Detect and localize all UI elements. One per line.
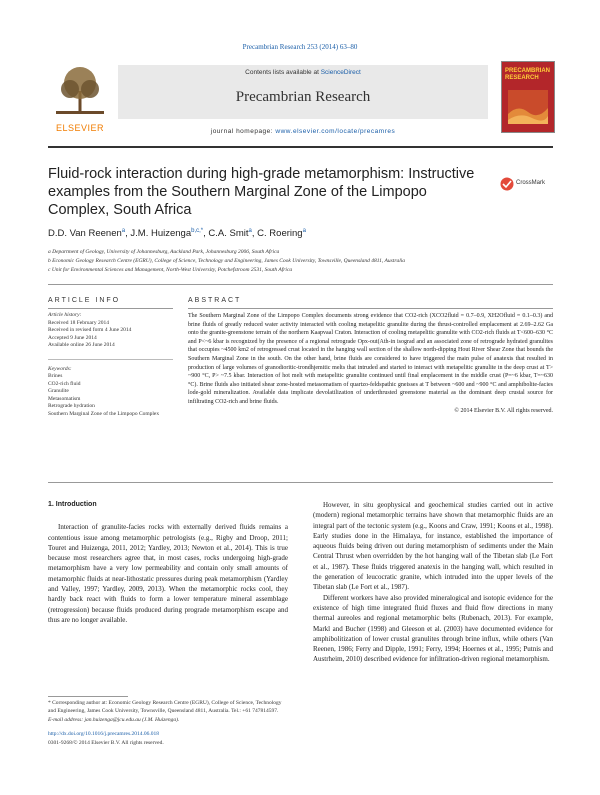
keyword: Metasomatism bbox=[48, 395, 81, 402]
abstract-copyright: © 2014 Elsevier B.V. All rights reserved. bbox=[454, 407, 553, 414]
footnote-rule bbox=[48, 696, 128, 697]
body-column-right bbox=[313, 500, 553, 665]
crossmark-label: CrossMark bbox=[516, 180, 546, 186]
affiliation: a Department of Geology, University of Johannesburg, Auckland Park, Johannesburg 2006, South Africa bbox=[48, 249, 280, 255]
corresponding-author-note: * Corresponding author at: Economic Geology Research Centre (EGRU), College of Science, Technology and Engineering, James Cook University, Townsville, Queensland 4811, Australia. Tel.: +61 747814597. bbox=[48, 700, 282, 714]
publisher-name: ELSEVIER bbox=[55, 123, 105, 133]
issn-line: 0301-9268/© 2014 Elsevier B.V. All rights reserved. bbox=[48, 740, 164, 746]
crossmark-badge[interactable] bbox=[500, 177, 560, 197]
email-note: E-mail address: jan.huizenga@jcu.edu.au (J.M. Huizenga). bbox=[48, 717, 180, 723]
doi-link[interactable]: http://dx.doi.org/10.1016/j.precamres.2014.06.018 bbox=[48, 730, 159, 737]
header-divider bbox=[48, 284, 553, 285]
homepage-link[interactable]: www.elsevier.com/locate/precamres bbox=[275, 128, 396, 135]
body-paragraph: Interaction of granulite-facies rocks with externally derived fluids remains a contentious issue among metamorphic petrologists (e.g., Rigby and Droop, 2011; Touret and Huizenga, 2011, 2012; Yardley, 2013; Newton et al., 2014). This is true because most researchers agree that, in most cases, rocks undergoing high-grade metamorphism have a very low permeability and contain only small amounts of metamorphic fluids at near-lithostatic pressures during peak metamorphism (Yardley and Valley, 1997; Yardley, 2009, 2013). When the metamorphic rocks cool, they hardly back react with fluids to form a lower temperature mineral assemblage (retrogression) because fluids produced during prograde metamorphism escape and thus are no longer available. bbox=[48, 523, 288, 624]
keyword: Granulite bbox=[48, 388, 69, 394]
author-affil-marker[interactable]: a bbox=[121, 228, 126, 234]
abstract-heading: ABSTRACT bbox=[188, 297, 242, 304]
author-affil-marker[interactable]: a bbox=[248, 228, 252, 234]
author-list: D.D. Van Reenen$^a$, J.M. Huizenga$^{b,c,*}$, C.A. Smit$^a$, C. Roering$^a$ bbox=[48, 228, 306, 240]
author-name: C. Roering bbox=[257, 228, 303, 240]
keyword: Brines bbox=[48, 373, 63, 379]
keyword: CO2-rich fluid bbox=[48, 380, 81, 387]
author-affil-marker[interactable]: a bbox=[302, 228, 306, 234]
history-heading: Article history: bbox=[48, 312, 82, 318]
journal-cover-thumbnail bbox=[501, 61, 555, 133]
elsevier-tree-logo bbox=[48, 61, 112, 127]
author-name: D.D. Van Reenen bbox=[48, 228, 122, 240]
abstract-rule bbox=[188, 308, 553, 309]
cover-image bbox=[508, 90, 548, 124]
abstract-text: The Southern Marginal Zone of the Limpopo Complex documents strong evidence that CO2-rich (XCO2fluid = 0.7–0.9, XH2Ofluid = 0.1–0.3) and brine fluids of greatly reduced water activity interacted with cooling metapelitic granulite during the thrust-controlled emplacement at 2.69–2.62 Ga onto the granite-greenstone terrain of the northern Kaapvaal Craton. Interaction of cooling metapelitic granulite with CO2-rich fluids at T<600–630 °C and P<~6 kbar is recognized by the presence of a regional retrograde Opx-out(Ath-in isograd and an associated zone of retrograde hydrated granulites that occupies ~4500 km2 of retrogressed crust located in the hanging wall section of the shallow north-dipping Hout River Shear Zone that bounds the Southern Marginal Zone in the south. On the other hand, brine fluids are considered to have triggered the main pulse of anatexis that resulted in production of large volumes of granodioritic-trondhjemitic melts that intruded and started to interact with metapelitic granulite in the deep crust at T> ~900 °C, P> ~7.5 kbar. Interaction of hot melt with metapelitic granulite continued until final emplacement in the middle crust (P=~6 kbar, T=~630 °C). Brine fluids also initiated shear zone-hosted metasomatism of quartzo-feldspathic gneisses at T between ~600 and ~900 °C and amphibolite-facies lode-gold mineralization. Available data implicate devolatilization of underthrusted greenstone material as the dominant deep crustal source for infiltrating CO2-rich and brine fluids. bbox=[188, 313, 553, 405]
footnotes bbox=[48, 700, 288, 750]
affiliation: b Economic Geology Research Centre (EGRU), College of Science, Technology and Engineering, James Cook University, Townsville, Queensland 4811, Australia bbox=[48, 258, 406, 264]
abstract-bottom-rule bbox=[48, 482, 553, 483]
affiliation: c Unit for Environmental Sciences and Management, North-West University, Potchefstroom 2531, South Africa bbox=[48, 267, 293, 273]
affiliations bbox=[48, 248, 553, 275]
article-title: Fluid-rock interaction during high-grade metamorphism: Instructive examples from the Southern Marginal Zone of the Limpopo Complex, South Africa bbox=[48, 166, 475, 218]
journal-masthead bbox=[48, 61, 553, 141]
author-affil-marker[interactable]: b,c,* bbox=[191, 228, 204, 234]
article-info-block bbox=[48, 312, 173, 418]
author-name: C.A. Smit bbox=[208, 228, 249, 240]
history-item: Received in revised form 4 June 2014 bbox=[48, 327, 132, 333]
journal-name: Precambrian Research bbox=[235, 89, 371, 105]
section-heading-introduction: 1. Introduction bbox=[48, 501, 97, 508]
history-item: Received 18 February 2014 bbox=[48, 319, 109, 326]
body-column-left bbox=[48, 500, 288, 625]
contents-line bbox=[118, 69, 488, 76]
contents-prefix: Contents lists available at bbox=[245, 69, 319, 76]
history-item: Available online 26 June 2014 bbox=[48, 342, 115, 348]
keyword: Retrograde hydration bbox=[48, 403, 95, 409]
masthead-banner bbox=[118, 65, 488, 119]
history-item: Accepted 9 June 2014 bbox=[48, 334, 97, 341]
author-name: J.M. Huizenga bbox=[130, 228, 192, 240]
journal-homepage-line bbox=[118, 128, 488, 135]
abstract-body bbox=[188, 312, 553, 415]
keyword: Southern Marginal Zone of the Limpopo Complex bbox=[48, 410, 160, 417]
info-divider bbox=[48, 359, 173, 360]
crossmark-icon bbox=[500, 177, 514, 191]
journal-citation[interactable]: Precambrian Research 253 (2014) 63–80 bbox=[242, 43, 358, 51]
body-paragraph: Different workers have also provided mineralogical and isotopic evidence for the existence of high time integrated fluid fluxes and fluid flow directions in many thermal aureoles and regional metamorphic belts (Rubenach, 2013). For example, Markl and Bucher (1998) and Gleeson et al. (2003) have documented evidence for amphibolitization of lower crustal granulites through brine influx, while others (Van Reenen, 1986; Ferry and Dipple, 1991; Ferry, 1994; Hoernes et al., 1995; Putnis and Austrheim, 2010) described evidence for infiltration-driven regional metamorphism. bbox=[313, 593, 553, 664]
cover-title: PRECAMBRIAN RESEARCH bbox=[505, 68, 550, 81]
body-paragraph: However, in situ geophysical and geochemical studies carried out in active (modern) regional metamorphic terrains have shown that metamorphic fluids are an integral part of the tectonic system (e.g., Koons and Craw, 1991; Koons et al., 1998). Early studies done in the Himalaya, for instance, established the importance of aqueous fluids being driven out during metamorphism of sediments under the Main Central Thrust when overridden by the hot hanging wall of the Tibetan slab (Le Fort et al., 1987). These fluids triggered anatexis in the hanging wall, which resulted in the generation of leucocratic granite, which intruded into the upper levels of the Tibetan slab (Le Fort et al., 1987). bbox=[313, 501, 553, 592]
masthead-rule bbox=[48, 146, 553, 148]
sciencedirect-link[interactable]: ScienceDirect bbox=[320, 69, 361, 76]
homepage-prefix: journal homepage: bbox=[210, 128, 274, 135]
article-info-heading: ARTICLE INFO bbox=[48, 297, 121, 304]
article-info-rule bbox=[48, 308, 173, 309]
keywords-heading: Keywords: bbox=[48, 365, 72, 372]
